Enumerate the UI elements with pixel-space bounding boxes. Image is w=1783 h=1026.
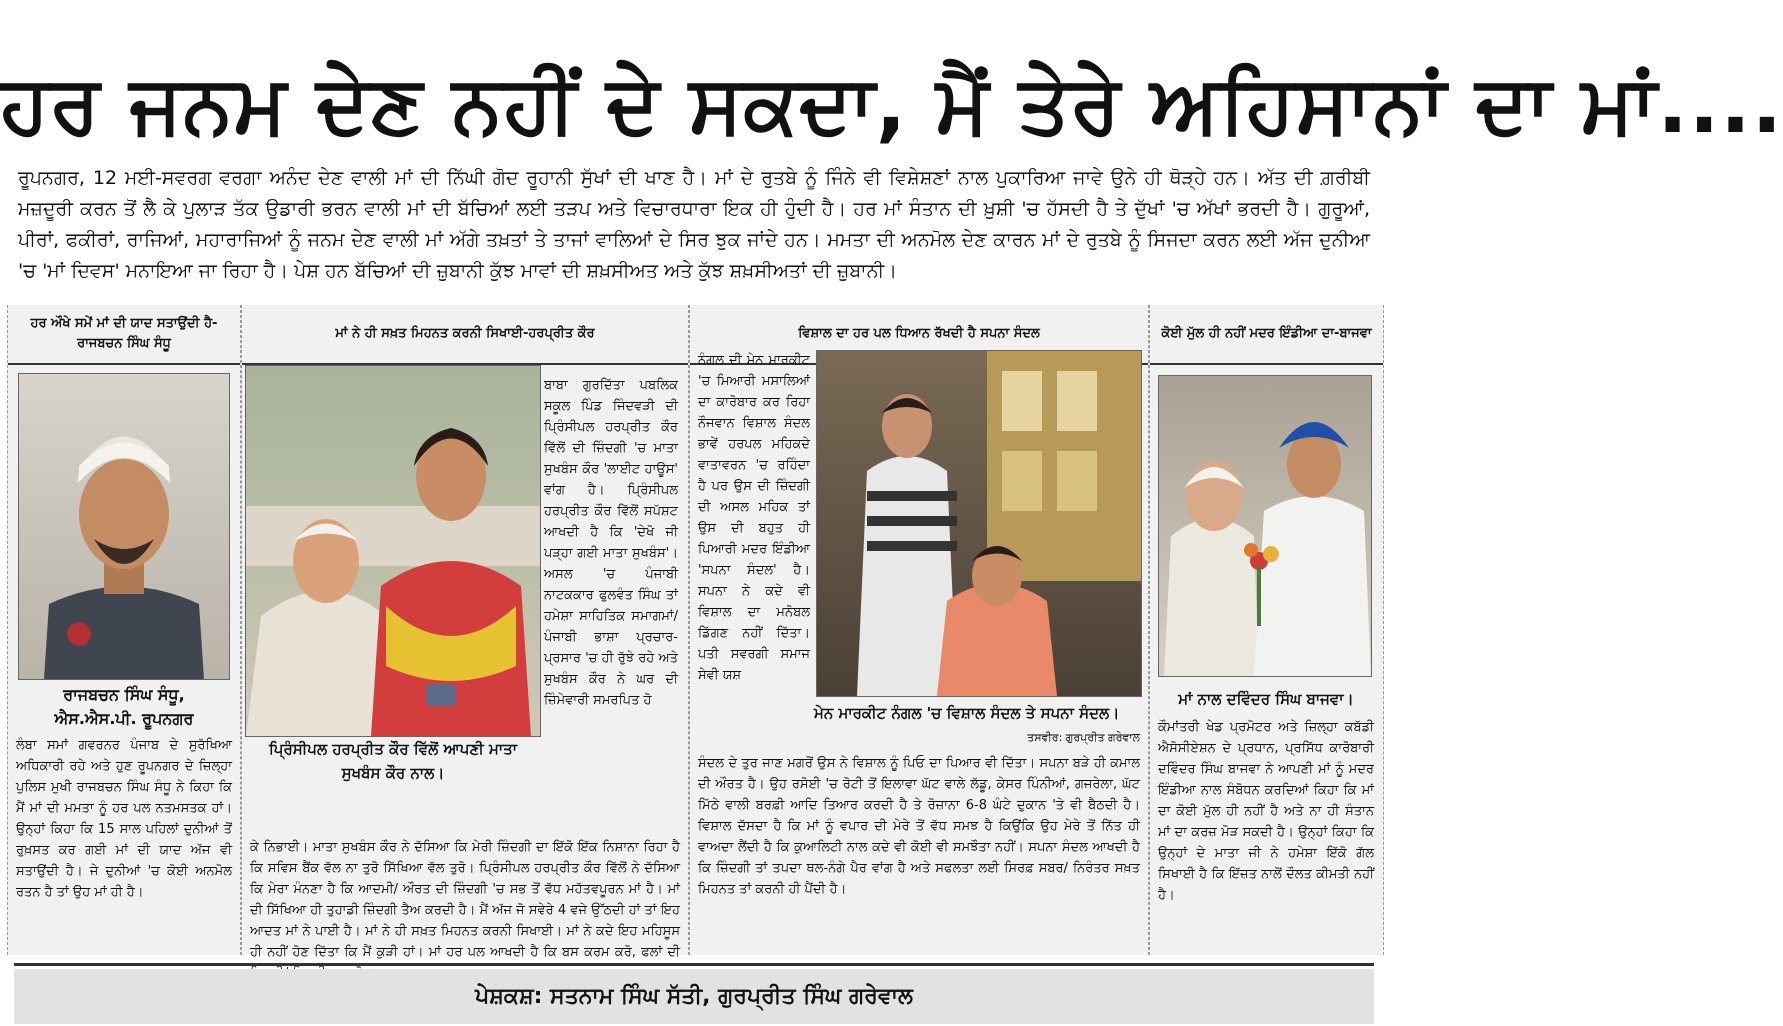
two-women-illustration [246,366,540,736]
story-body: ਕੇ ਨਿਭਾਈ। ਮਾਤਾ ਸੁਖਬੰਸ ਕੌਰ ਨੇ ਦੱਸਿਆ ਕਿ ਮੇਰੀ ਜ਼ਿੰਦਗੀ ਦਾ ਇੱਕੋ ਇੱਕ ਨਿਸ਼ਾਨਾ ਰਿਹਾ ਹੈ ਕਿ ਸਵਿਸ ਬੈਂਕ ਵੱਲ ਨਾ ਤੁਰੋ ਸਿੱਖਿਆ ਵੱਲ ਤੁਰੋ। ਪ੍ਰਿੰਸੀਪਲ ਹਰਪ੍ਰੀਤ ਕੌਰ ਵਿੱਲੋਂ ਨੇ ਦੱਸਿਆ ਕਿ ਮੇਰਾ ਮੰਨਣਾ ਹੈ ਕਿ ਆਦਮੀ/ ਔਰਤ ਦੀ ਜ਼ਿੰਦਗੀ 'ਚ ਸਭ ਤੋਂ ਵੱਧ ਮਹੱਤਵਪੂਰਨ ਮਾਂ ਹੈ। ਮਾਂ ਦੀ ਸਿੱਖਿਆ ਹੀ ਤੁਹਾਡੀ ਜ਼ਿੰਦਗੀ ਤੈਅ ਕਰਦੀ ਹੈ। ਮੈਂ ਅੱਜ ਜੋ ਸਵੇਰੇ 4 ਵਜੇ ਉੱਠਦੀ ਹਾਂ ਤਾਂ ਇਹ ਆਦਤ ਮਾਂ ਨੇ ਪਾਈ ਹੈ। ਮਾਂ ਨੇ ਹੀ ਸਖ਼ਤ ਮਿਹਨਤ ਕਰਨੀ ਸਿਖਾਈ। ਮਾਂ ਨੇ ਕਦੇ ਇਹ ਮਹਿਸੂਸ ਹੀ ਨਹੀਂ ਹੋਣ ਦਿੱਤਾ ਕਿ ਮੈਂ ਕੁੜੀ ਹਾਂ। ਮਾਂ ਹਰ ਪਲ ਆਖਦੀ ਹੈ ਕਿ ਬਸ ਕਰਮ ਕਰੋ, ਫਲਾਂ ਦੀ [250,840,680,960]
portrait-officer-illustration [19,374,229,679]
story-panel-sapna [689,305,1149,955]
caption-sandhu-name: ਰਾਜਬਚਨ ਸਿੰਘ ਸੰਧੂ, [63,685,185,704]
headline: ਹਰ ਜਨਮ ਦੇਣ ਨਹੀਂ ਦੇ ਸਕਦਾ, ਮੈਂ ਤੇਰੇ ਅਹਿਸਾਨਾਂ ਦਾ ਮਾਂ.... [0,58,1783,151]
shop-scene-illustration [817,351,1141,696]
mother-son-illustration [1159,376,1371,676]
story-title: ਹਰ ਔਖੇ ਸਮੇਂ ਮਾਂ ਦੀ ਯਾਦ ਸਤਾਉਂਦੀ ਹੈ-ਰਾਜਬਚਨ ਸਿੰਘ ਸੰਧੂ [8,305,240,365]
story-body: ਲੰਬਾ ਸਮਾਂ ਗਵਰਨਰ ਪੰਜਾਬ ਦੇ ਸੁਰੱਖਿਆ ਅਧਿਕਾਰੀ ਰਹੇ ਅਤੇ ਹੁਣ ਰੂਪਨਗਰ ਦੇ ਜ਼ਿਲ੍ਹਾ ਪੁਲਿਸ ਮੁਖੀ ਰਾਜਬਚਨ ਸਿੰਘ ਸੰਧੂ ਨੇ ਕਿਹਾ ਕਿ ਮੈਂ ਮਾਂ ਦੀ ਮਮਤਾ ਨੂੰ ਹਰ ਪਲ ਨਤਮਸਤਕ ਹਾਂ। ਉਨ੍ਹਾਂ ਕਿਹਾ ਕਿ 15 ਸਾਲ ਪਹਿਲਾਂ ਦੁਨੀਆਂ ਤੋਂ ਰੁਖ਼ਸਤ ਕਰ ਗਈ ਮਾਂ ਦੀ ਯਾਦ ਅੱਜ ਵੀ ਸਤਾਉਂਦੀ ਹੈ। ਜੇ ਦੁਨੀਆਂ 'ਚ ਕੋਈ ਅਨਮੋਲ ਰਤਨ ਹੈ ਤਾਂ ਉਹ ਮਾਂ ਹੀ ਹੈ। [16,738,232,900]
story-panel-bajwa [1149,305,1384,955]
caption-sandhu-role: ਐਸ.ਐਸ.ਪੀ. ਰੂਪਨਗਰ [54,709,194,728]
caption-bajwa: ਮਾਂ ਨਾਲ ਦਵਿੰਦਰ ਸਿੰਘ ਬਾਜਵਾ। [1178,690,1354,708]
story-body: ਕੌਮਾਂਤਰੀ ਖੇਡ ਪ੍ਰਮੋਟਰ ਅਤੇ ਜ਼ਿਲ੍ਹਾ ਕਬੱਡੀ ਐਸੋਸੀਏਸ਼ਨ ਦੇ ਪ੍ਰਧਾਨ, ਪ੍ਰਸਿੱਧ ਕਾਰੋਬਾਰੀ ਦਵਿੰਦਰ ਸਿੰਘ ਬਾਜਵਾ ਨੇ ਆਪਣੀ ਮਾਂ ਨੂੰ ਮਦਰ ਇੰਡੀਆ ਨਾਲ ਸੰਬੋਧਨ ਕਰਦਿਆਂ ਕਿਹਾ ਕਿ ਮਾਂ ਦਾ ਕੋਈ ਮੁੱਲ ਹੀ ਨਹੀਂ ਹੈ ਅਤੇ ਨਾ ਹੀ ਸੰਤਾਨ ਮਾਂ ਦਾ ਕਰਜ਼ ਮੋੜ ਸਕਦੀ ਹੈ। ਉਨ੍ਹਾਂ ਕਿਹਾ ਕਿ ਉਨ੍ਹਾਂ ਦੇ ਮਾਤਾ ਜੀ ਨੇ ਹਮੇਸ਼ਾ ਇੱਕੋ ਗੱਲ ਸਿਖਾਈ ਹੈ ਕਿ ਇੱਜ਼ਤ ਨਾਲੋਂ ਦੌਲਤ ਕੀਮਤੀ ਨਹੀਂ ਹੈ। [1158,720,1374,903]
story-panel-sandhu [7,305,241,955]
intro-paragraph: ਰੂਪਨਗਰ, 12 ਮਈ-ਸਵਰਗ ਵਰਗਾ ਅਨੰਦ ਦੇਣ ਵਾਲੀ ਮਾਂ ਦੀ ਨਿੱਘੀ ਗੋਦ ਰੂਹਾਨੀ ਸੁੱਖਾਂ ਦੀ ਖਾਣ ਹੈ। ਮਾਂ ਦੇ ਰੁਤਬੇ ਨੂੰ ਜਿੰਨੇ ਵੀ ਵਿਸ਼ੇਸ਼ਣਾਂ ਨਾਲ ਪੁਕਾਰਿਆ ਜਾਵੇ ਉਨੇ ਹੀ ਥੋੜ੍ਹੇ ਹਨ। ਅੱਤ ਦੀ ਗ਼ਰੀਬੀ ਮਜ਼ਦੂਰੀ ਕਰਨ ਤੋਂ ਲੈ ਕੇ ਪੁਲਾੜ ਤੱਕ ਉਡਾਰੀ ਭਰਨ ਵਾਲੀ ਮਾਂ ਦੀ ਬੱਚਿਆਂ ਲਈ ਤੜਪ ਅਤੇ ਵਿਚਾਰਧਾਰਾ ਇਕ ਹੀ ਹੁੰਦੀ ਹੈ। ਹਰ ਮਾਂ ਸੰਤਾਨ ਦੀ ਖ਼ੁਸ਼ੀ 'ਚ ਹੱਸਦੀ ਹੈ ਤੇ ਦੁੱਖਾਂ 'ਚ ਅੱਖਾਂ ਭਰਦੀ ਹੈ। ਗੁਰੂਆਂ, ਪੀਰਾਂ, ਫਕੀਰਾਂ, ਰਾਜਿਆਂ, ਮਹਾਰਾਜਿਆਂ ਨੂੰ ਜਨਮ ਦੇਣ ਵਾਲੀ ਮਾਂ ਅੱਗੇ ਤਖ਼ਤਾਂ ਤੇ ਤਾਜਾਂ ਵਾਲਿਆਂ ਦੇ ਸਿਰ ਝੁਕ ਜਾਂਦੇ ਹਨ। ਮਮਤਾ ਦੀ ਅਨਮੋਲ ਦੇਣ ਕਾਰਨ ਮਾਂ ਦੇ ਰੁਤਬੇ ਨੂੰ ਸਿਜਦਾ ਕਰਨ ਲਈ ਅੱਜ ਦੁਨੀਆ 'ਚ 'ਮਾਂ ਦਿਵਸ' ਮਨਾਇਆ ਜਾ ਰਿਹਾ ਹੈ। ਪੇਸ਼ ਹਨ ਬੱਚਿਆਂ ਦੀ ਜ਼ੁਬਾਨੀ ਕੁੱਝ ਮਾਵਾਂ ਦੀ ਸ਼ਖ਼ਸੀਅਤ ਅਤੇ ਕੁੱਝ ਸ਼ਖ਼ਸੀਅਤਾਂ ਦੀ ਜ਼ੁਬਾਨੀ। [18,167,1370,282]
caption-harpreet: ਪ੍ਰਿੰਸੀਪਲ ਹਰਪ੍ਰੀਤ ਕੌਰ ਵਿੱਲੋਂ ਆਪਣੀ ਮਾਤਾ ਸੁਖਬੰਸ ਕੌਰ ਨਾਲ। [268,740,518,782]
story-title: ਵਿਸ਼ਾਲ ਦਾ ਹਰ ਪਲ ਧਿਆਨ ਰੱਖਦੀ ਹੈ ਸਪਨਾ ਸੰਦਲ [690,305,1148,365]
story-title: ਮਾਂ ਨੇ ਹੀ ਸਖ਼ਤ ਮਿਹਨਤ ਕਰਨੀ ਸਿਖਾਈ-ਹਰਪ੍ਰੀਤ ਕੌਰ [242,305,688,365]
photo-bajwa-mother [1158,375,1372,677]
photo-credit: ਤਸਵੀਰ: ਗੁਰਪ੍ਰੀਤ ਗਰੇਵਾਲ [1027,731,1140,744]
story-title: ਕੋਈ ਮੁੱਲ ਹੀ ਨਹੀਂ ਮਦਰ ਇੰਡੀਆ ਦਾ-ਬਾਜਵਾ [1150,305,1383,365]
story-column: ਨੰਗਲ ਦੀ ਮੇਨ ਮਾਰਕੀਟ 'ਚ ਮਿਆਰੀ ਮਸਾਲਿਆਂ ਦਾ ਕਾਰੋਬਾਰ ਕਰ ਰਿਹਾ ਨੌਜਵਾਨ ਵਿਸ਼ਾਲ ਸੰਦਲ ਭਾਵੇਂ ਹਰਪਲ ਮਹਿਕਦੇ ਵਾਤਾਵਰਨ 'ਚ ਰਹਿੰਦਾ ਹੈ ਪਰ ਉਸ ਦੀ ਜ਼ਿੰਦਗੀ ਦੀ ਅਸਲ ਮਹਿਕ ਤਾਂ ਉਸ ਦੀ ਬਹੁਤ ਹੀ ਪਿਆਰੀ ਮਦਰ ਇੰਡੀਆ 'ਸਪਨਾ ਸੰਦਲ' ਹੈ। ਸਪਨਾ ਨੇ ਕਦੇ ਵੀ ਵਿਸ਼ਾਲ ਦਾ ਮਨੋਬਲ ਡਿੱਗਣ ਨਹੀਂ ਦਿੱਤਾ। ਪਤੀ ਸਵਰਗੀ ਸਮਾਜ ਸੇਵੀ ਯਸ਼ [698,353,810,683]
story-panel-harpreet [241,305,689,960]
photo-harpreet-mother [245,365,541,737]
photo-sandhu [18,373,230,680]
photo-vishal-sapna [816,350,1142,697]
story-column: ਬਾਬਾ ਗੁਰਦਿੱਤਾ ਪਬਲਿਕ ਸਕੂਲ ਪਿੰਡ ਜਿੰਦਵੜੀ ਦੀ ਪ੍ਰਿੰਸੀਪਲ ਹਰਪ੍ਰੀਤ ਕੌਰ ਵਿੱਲੋਂ ਦੀ ਜ਼ਿੰਦਗੀ 'ਚ ਮਾਤਾ ਸੁਖਬੰਸ ਕੌਰ 'ਲਾਈਟ ਹਾਊਸ' ਵਾਂਗ ਹੈ। ਪ੍ਰਿੰਸੀਪਲ ਹਰਪ੍ਰੀਤ ਕੌਰ ਵਿੱਲੋਂ ਸਪੱਸ਼ਟ ਆਖਦੀ ਹੈ ਕਿ 'ਦੇਖੋ ਜੀ ਪੜ੍ਹਾ ਗਈ ਮਾਤਾ ਸੁਖਬੰਸ'। ਅਸਲ 'ਚ ਪੰਜਾਬੀ ਨਾਟਕਕਾਰ ਫੁਲਵੰਤ ਸਿੰਘ ਤਾਂ ਹਮੇਸ਼ਾ ਸਾਹਿਤਿਕ ਸਮਾਗਮਾਂ/ ਪੰਜਾਬੀ ਭਾਸ਼ਾ ਪ੍ਰਚਾਰ-ਪ੍ਰਸਾਰ 'ਚ ਹੀ ਰੁੱਝੇ ਰਹੇ ਅਤੇ ਸੁਖਬੰਸ ਕੌਰ ਨੇ ਘਰ ਦੀ ਜ਼ਿੰਮੇਵਾਰੀ ਸਮਰਪਿਤ ਹੋ [544,378,678,708]
story-body: ਸੰਦਲ ਦੇ ਤੁਰ ਜਾਣ ਮਗਰੋਂ ਉਸ ਨੇ ਵਿਸ਼ਾਲ ਨੂੰ ਪਿਓ ਦਾ ਪਿਆਰ ਵੀ ਦਿੱਤਾ। ਸਪਨਾ ਬੜੇ ਹੀ ਕਮਾਲ ਦੀ ਔਰਤ ਹੈ। ਉਹ ਰਸੋਈ 'ਚ ਰੋਟੀ ਤੋਂ ਇਲਾਵਾ ਘੱਟ ਵਾਲੇ ਲੱਡੂ, ਕੇਸਰ ਪਿੰਨੀਆਂ, ਗਜਰੇਲਾ, ਘੱਟ ਮਿੱਠੇ ਵਾਲੀ ਬਰਫ਼ੀ ਆਦਿ ਤਿਆਰ ਕਰਦੀ ਹੈ ਤੇ ਰੋਜ਼ਾਨਾ 6-8 ਘੰਟੇ ਦੁਕਾਨ 'ਤੇ ਵੀ ਬੈਠਦੀ ਹੈ। ਵਿਸ਼ਾਲ ਦੱਸਦਾ ਹੈ ਕਿ ਮਾਂ ਨੂੰ ਵਪਾਰ ਦੀ ਮੇਰੇ ਤੋਂ ਵੱਧ ਸਮਝ ਹੈ ਕਿਉਂਕਿ ਉਹ ਮੇਰੇ ਤੋਂ ਨਿੱਤ ਹੀ ਵਾਅਦਾ ਲੈਂਦੀ ਹੈ ਕਿ ਕੁਆਲਿਟੀ ਨਾਲ ਕਦੇ ਵੀ ਕੋਈ ਵੀ ਸਮਝੌਤਾ ਨਹੀਂ। ਸਪਨਾ ਸੰਦਲ ਆਖਦੀ ਹੈ ਕਿ ਜ਼ਿੰਦਗੀ ਤਾਂ ਤਪਦਾ ਥਲ-ਨੰਗੇ ਪੈਰ ਵਾਂਗ ਹੈ ਅਤੇ ਸਫਲਤਾ ਲਈ ਸਿਰਫ਼ ਸਬਰ/ ਨਿਰੰਤਰ ਸਖ਼ਤ ਮਿਹਨਤ ਤਾਂ ਕਰਨੀ ਹੀ ਪੈਂਦੀ ਹੈ। [698,756,1140,897]
caption-sapna: ਮੇਨ ਮਾਰਕੀਟ ਨੰਗਲ 'ਚ ਵਿਸ਼ਾਲ ਸੰਦਲ ਤੇ ਸਪਨਾ ਸੰਦਲ। [814,704,1120,722]
footer-divider [14,963,1374,966]
footer-credits: ਪੇਸ਼ਕਸ਼: ਸਤਨਾਮ ਸਿੰਘ ਸੱਤੀ, ਗੁਰਪ੍ਰੀਤ ਸਿੰਘ ਗਰੇਵਾਲ [14,969,1374,1024]
